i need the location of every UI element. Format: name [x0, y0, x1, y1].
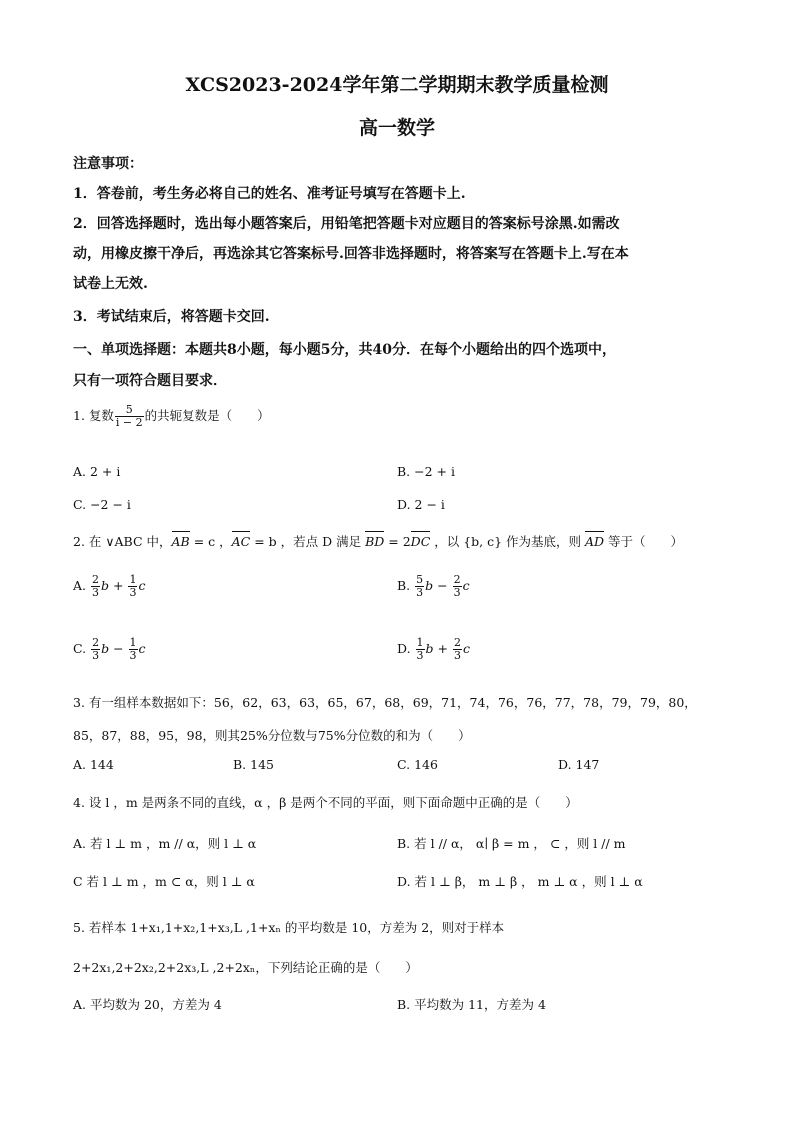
page-title: XCS2023-2024学年第二学期期末教学质量检测	[185, 74, 609, 96]
q2-a-label: A.	[73, 578, 87, 593]
q5-option-b: B. 平均数为 11，方差为 4	[397, 997, 546, 1012]
q1-option-a: A. 2 + i	[73, 464, 121, 479]
q2-eq-b: = b ，若点 D 满足	[250, 534, 366, 549]
q2-b-frac-1	[415, 574, 424, 599]
q2-a-f1-num: 2	[92, 573, 99, 586]
q4-option-a: A. 若 l ⊥ m ，m // α，则 l ⊥ α	[73, 836, 257, 851]
q2-d-f2-den: 3	[453, 649, 461, 662]
q4-option-b: B. 若 l // α， α∣ β = m ， ⊂ ，则 l // m	[397, 836, 626, 851]
q1-option-b: B. −2 + i	[397, 464, 455, 479]
q2-a-f1-den: 3	[92, 586, 99, 599]
vector-ab: AB	[171, 534, 190, 549]
q2-option-c	[73, 637, 146, 662]
q2-eq-dc: = 2	[384, 534, 411, 549]
q2-a-f2-num: 1	[129, 573, 137, 586]
question-5-line-2: 2+2x₁,2+2x₂,2+2x₃,L ,2+2xₙ，下列结论正确的是（ ）	[73, 960, 418, 975]
q2-c-frac-1	[91, 637, 100, 662]
notice-item-2-line-2: 动，用橡皮擦干净后，再选涂其它答案标号.回答非选择题时，将答案写在答题卡上.写在本	[73, 246, 629, 262]
q2-d-op: +	[433, 641, 452, 656]
q2-c-op: −	[109, 641, 128, 656]
q2-c-f2-num: 1	[129, 636, 137, 649]
vector-ac: AC	[231, 534, 251, 549]
q2-b-frac-2	[453, 574, 462, 599]
q2-eq-c: = c ，	[189, 534, 232, 549]
q2-b-label: B.	[397, 578, 411, 593]
notice-item-3: 3．考试结束后，将答题卡交回.	[73, 309, 270, 325]
section-heading-line-2: 只有一项符合题目要求．	[73, 373, 227, 389]
q2-a-frac-1	[91, 574, 100, 599]
section-heading-line-1: 一、单项选择题：本题共8小题，每小题5分，共40分．在每个小题给出的四个选项中，	[73, 342, 616, 358]
q2-b-v1: b	[425, 578, 434, 593]
q2-d-frac-2	[453, 637, 462, 662]
q3-option-a: A. 144	[73, 757, 114, 772]
q2-d-label: D.	[397, 641, 411, 656]
q2-b-f1-den: 3	[416, 586, 424, 599]
q2-d-f1-den: 3	[416, 649, 424, 662]
q3-option-b: B. 145	[233, 757, 274, 772]
q2-c-v1: b	[101, 641, 110, 656]
notice-item-2-line-1: 2．回答选择题时，选出每小题答案后，用铅笔把答题卡对应题目的答案标号涂黑.如需改	[73, 216, 620, 232]
q2-basis: ，以 {b, c} 作为基底，则	[430, 534, 586, 549]
q4-option-c: C 若 l ⊥ m ，m ⊂ α，则 l ⊥ α	[73, 874, 255, 889]
q2-option-a	[73, 574, 145, 599]
question-1-stem	[73, 404, 270, 429]
q2-option-b	[397, 574, 470, 599]
q1-frac-den: i − 2	[115, 416, 143, 429]
notice-item-2-line-3: 试卷上无效.	[73, 276, 148, 292]
q2-c-f2-den: 3	[129, 649, 137, 662]
q2-a-v2: c	[138, 578, 146, 593]
q1-prefix: 1. 复数	[73, 408, 114, 423]
question-3-line-1: 3. 有一组样本数据如下：56，62，63，63，65，67，68，69，71，74，76，76，77，78，79，79，80，	[73, 695, 697, 710]
q2-d-frac-1	[416, 637, 425, 662]
q2-a-v1: b	[101, 578, 110, 593]
q1-suffix: 的共轭复数是（ ）	[144, 408, 270, 423]
q2-tail: 等于（ ）	[604, 534, 684, 549]
q2-c-frac-2	[129, 637, 138, 662]
q1-frac-num: 5	[115, 404, 144, 417]
q2-d-f1-num: 1	[416, 636, 424, 649]
notice-item-1: 1．答卷前，考生务必将自己的姓名、准考证号填写在答题卡上.	[73, 186, 466, 202]
q5-option-a: A. 平均数为 20，方差为 4	[73, 997, 222, 1012]
question-2-stem	[73, 532, 683, 550]
question-3-line-2: 85，87，88，95，98，则其25%分位数与75%分位数的和为（ ）	[73, 728, 471, 743]
q1-option-d: D. 2 − i	[397, 497, 445, 512]
notice-heading: 注意事项：	[73, 156, 143, 172]
q2-c-label: C.	[73, 641, 87, 656]
q2-b-f2-den: 3	[453, 586, 461, 599]
q4-option-d: D. 若 l ⊥ β， m ⊥ β ， m ⊥ α ，则 l ⊥ α	[397, 874, 643, 889]
vector-dc: DC	[410, 534, 431, 549]
q2-c-f1-den: 3	[92, 649, 100, 662]
q2-a-op: +	[109, 578, 128, 593]
q2-b-op: −	[433, 578, 452, 593]
q2-c-v2: c	[138, 641, 146, 656]
page-subtitle: 高一数学	[358, 117, 435, 139]
vector-ad: AD	[585, 534, 605, 549]
q2-b-v2: c	[462, 578, 470, 593]
q3-option-c: C. 146	[397, 757, 438, 772]
vector-bd: BD	[365, 534, 385, 549]
q3-option-d: D. 147	[558, 757, 600, 772]
question-5-line-1: 5. 若样本 1+x₁,1+x₂,1+x₃,L ,1+xₙ 的平均数是 10，方差为 2，则对于样本	[73, 920, 505, 935]
q2-a-f2-den: 3	[129, 586, 137, 599]
q2-d-v2: c	[462, 641, 470, 656]
q1-fraction	[115, 404, 144, 429]
q2-c-f1-num: 2	[92, 636, 100, 649]
q2-option-d	[397, 637, 470, 662]
q2-d-f2-num: 2	[453, 636, 461, 649]
q2-text-a: 2. 在 ∨ABC 中，	[73, 534, 172, 549]
q2-d-v1: b	[425, 641, 434, 656]
q2-b-f2-num: 2	[453, 573, 461, 586]
q2-a-frac-2	[128, 574, 137, 599]
q2-b-f1-num: 5	[416, 573, 424, 586]
q1-option-c: C. −2 − i	[73, 497, 131, 512]
question-4-stem: 4. 设 l ，m 是两条不同的直线，α ，β 是两个不同的平面，则下面命题中正确的是（ ）	[73, 795, 578, 810]
